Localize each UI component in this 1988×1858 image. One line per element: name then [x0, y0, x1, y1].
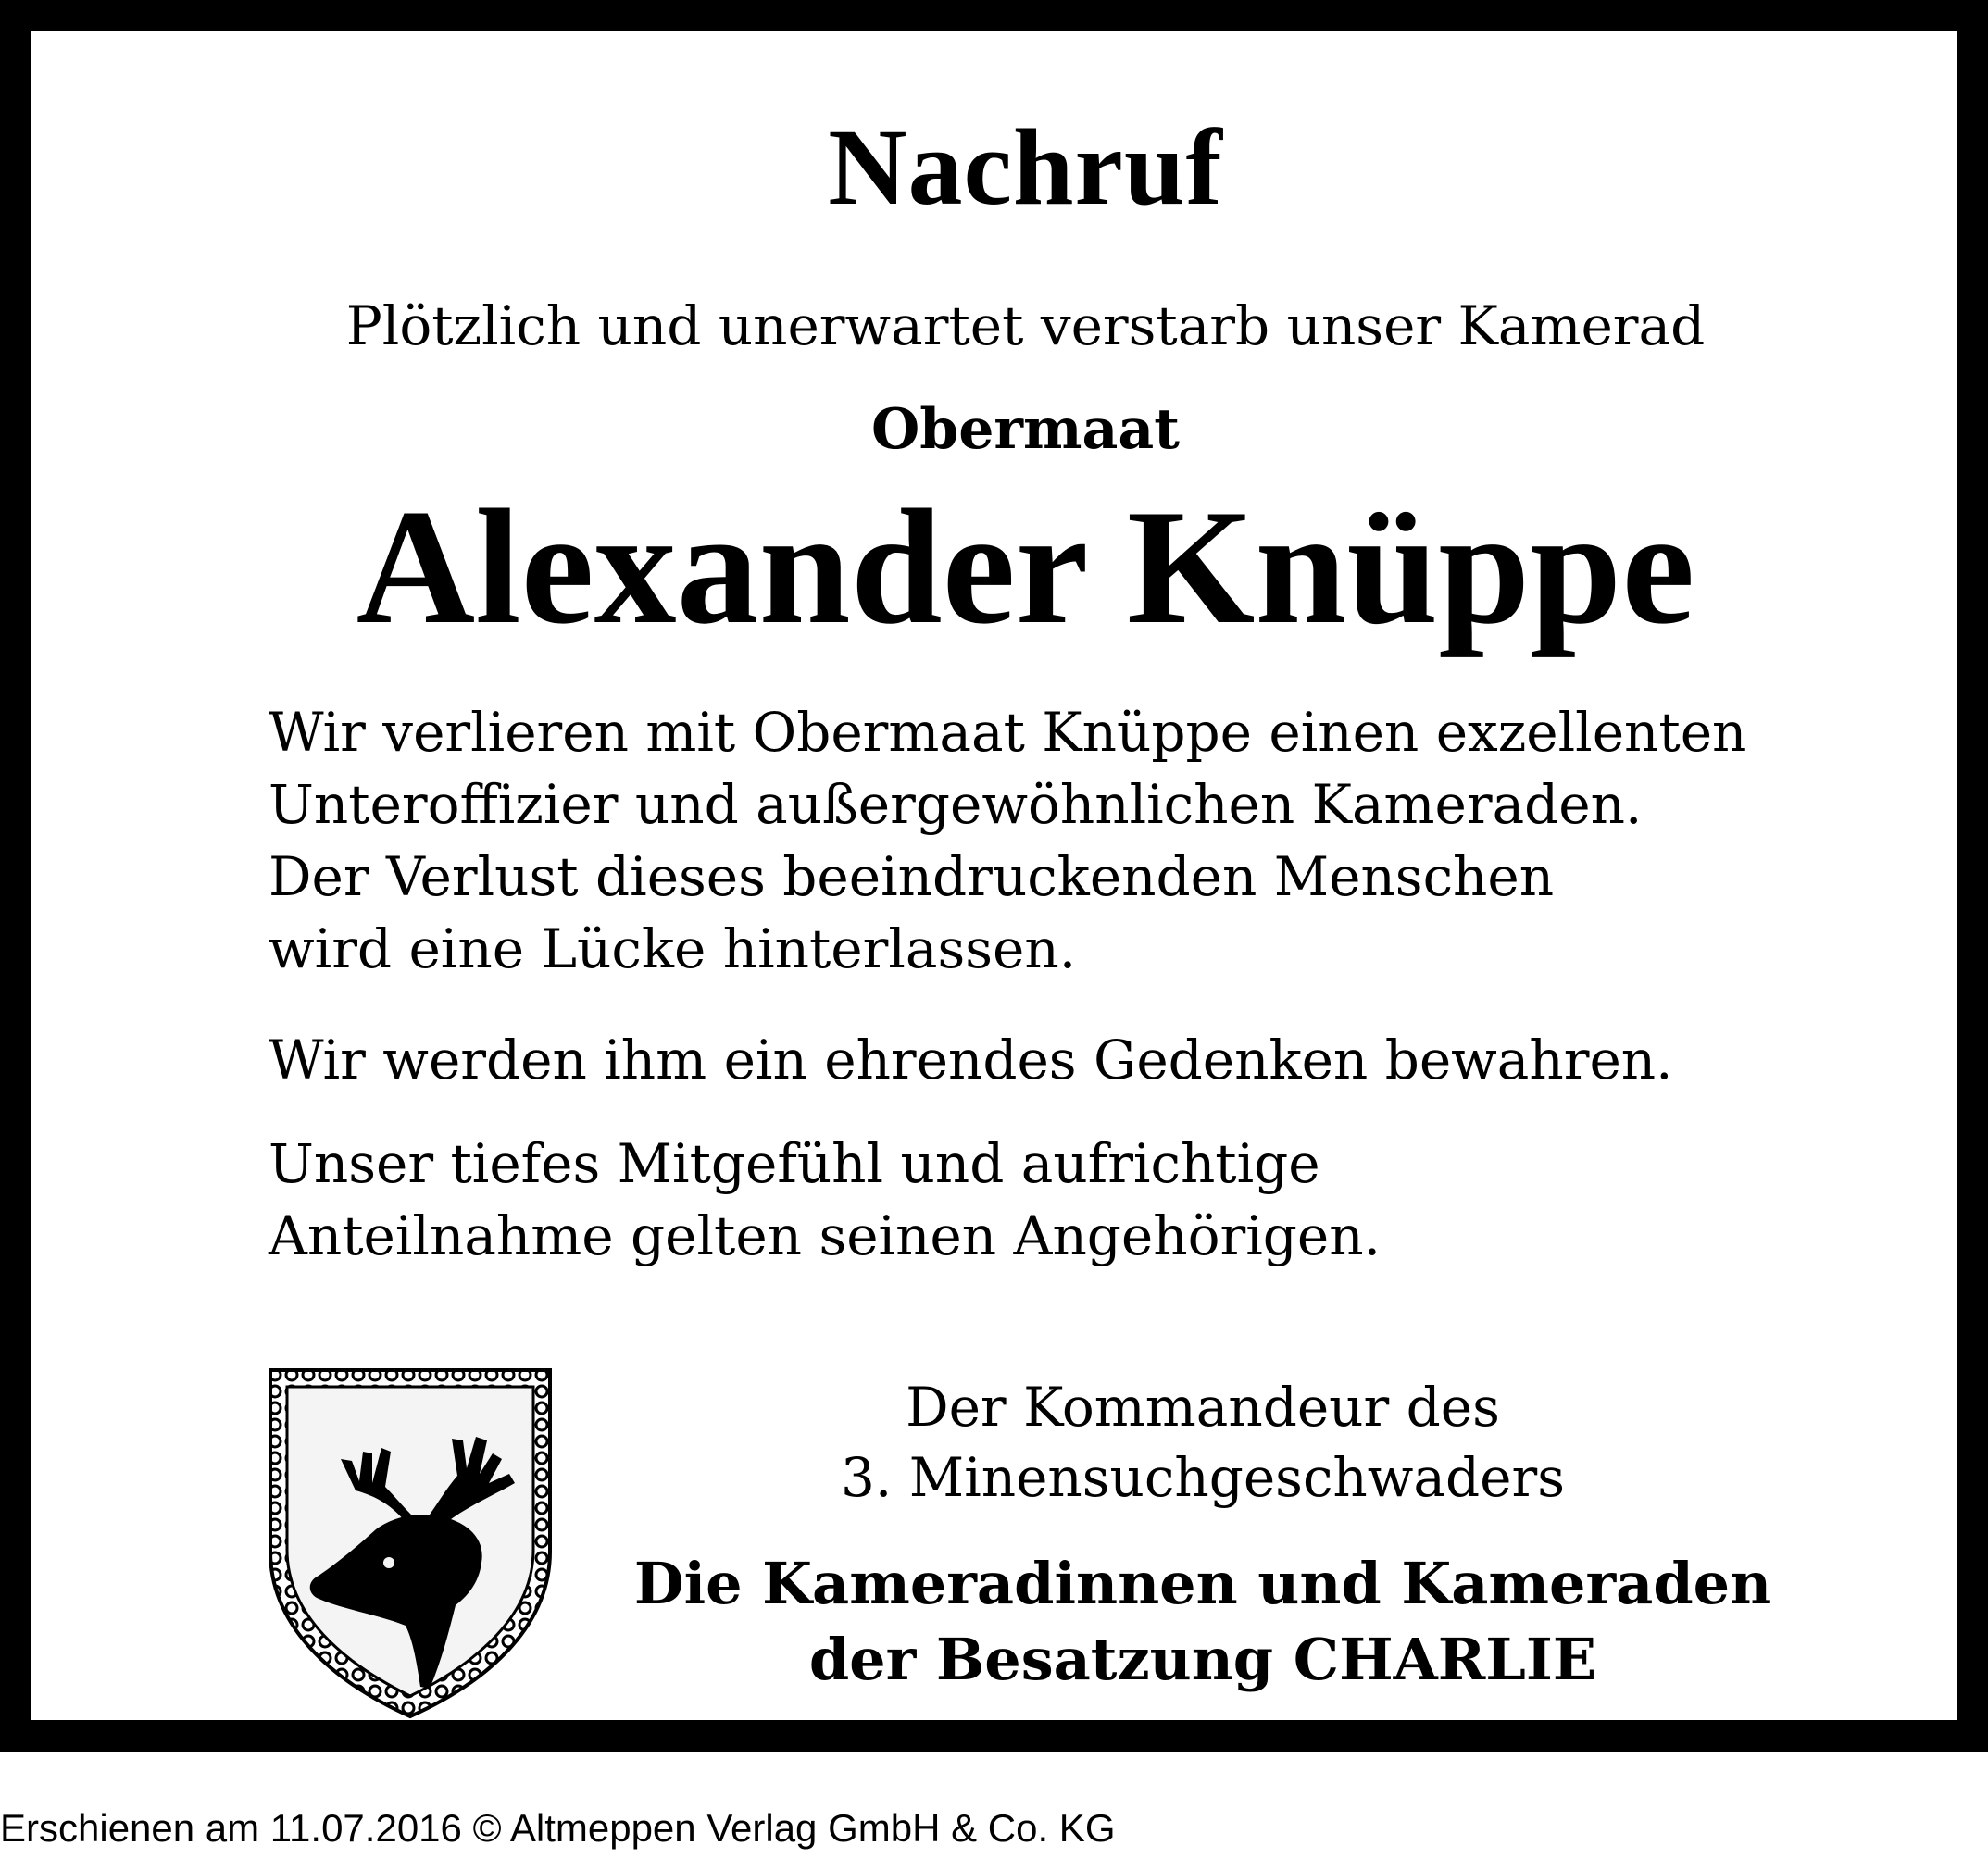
signature-line: 3. Minensuchgeschwaders [841, 1446, 1565, 1509]
paragraph-condolence [269, 1128, 1889, 1272]
paragraph-line: Unteroffizier und außergewöhnlichen Kameraden. [269, 773, 1643, 836]
paragraph-remembrance [269, 1024, 1889, 1096]
rank-label: Obermaat [871, 397, 1180, 462]
deceased-name: Alexander Knüppe [356, 475, 1695, 658]
paragraph-line: Anteilnahme gelten seinen Angehörigen. [269, 1204, 1382, 1267]
moose-head-shield-crest-icon [267, 1366, 554, 1720]
obituary-title: Nachruf [828, 106, 1223, 228]
paragraph-line: Unser tiefes Mitgefühl und aufrichtige [269, 1132, 1320, 1195]
paragraph-line: Wir verlieren mit Obermaat Knüppe einen exzellenten [269, 701, 1747, 764]
paragraph-line: wird eine Lücke hinterlassen. [269, 917, 1077, 980]
signature-line: Der Kommandeur des [906, 1376, 1500, 1439]
paragraph-line: Wir werden ihm ein ehrendes Gedenken bewahren. [269, 1029, 1673, 1091]
paragraph-tribute [269, 696, 1889, 985]
signature-line: Die Kameradinnen und Kameraden [633, 1550, 1772, 1617]
paragraph-line: Der Verlust dieses beeindruckenden Menschen [269, 845, 1555, 908]
intro-text: Plötzlich und unerwartet verstarb unser Kamerad [345, 294, 1706, 357]
publication-footer: Erschienen am 11.07.2016 © Altmeppen Verlag GmbH & Co. KG [0, 1806, 1116, 1850]
signature-line: der Besatzung CHARLIE [808, 1626, 1597, 1693]
crew-signature [587, 1546, 1819, 1698]
commander-signature [735, 1372, 1670, 1513]
